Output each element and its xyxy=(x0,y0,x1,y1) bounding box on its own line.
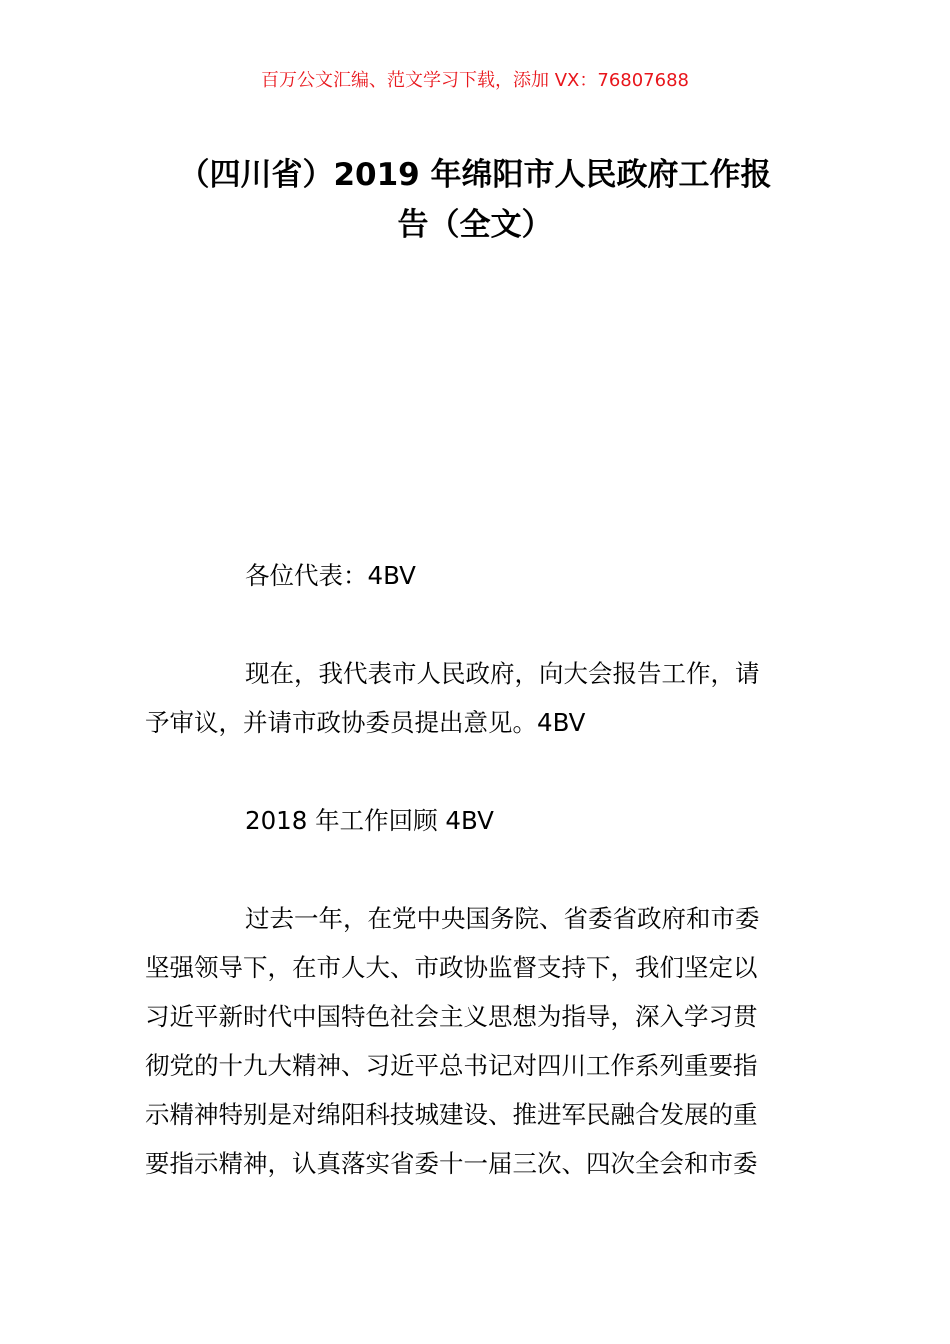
review-line: 坚强领导下，在市人大、市政协监督支持下，我们坚定以 xyxy=(145,953,758,982)
document-title xyxy=(140,150,810,250)
review-line: 彻党的十九大精神、习近平总书记对四川工作系列重要指 xyxy=(145,1051,758,1080)
review-line: 过去一年，在党中央国务院、省委省政府和市委 xyxy=(245,904,760,933)
salutation-paragraph xyxy=(145,551,807,600)
review-line: 习近平新时代中国特色社会主义思想为指导，深入学习贯 xyxy=(145,1002,758,1031)
section-heading: 2018 年工作回顾 4BV xyxy=(245,806,494,835)
review-line: 要指示精神，认真落实省委十一届三次、四次全会和市委 xyxy=(145,1149,758,1178)
intro-paragraph xyxy=(145,649,807,747)
review-line: 示精神特别是对绵阳科技城建设、推进军民融合发展的重 xyxy=(145,1100,758,1129)
section-heading-paragraph xyxy=(145,796,807,845)
document-title-line-2: 告（全文） xyxy=(397,207,553,243)
review-paragraph xyxy=(145,894,807,1188)
salutation-text: 各位代表：4BV xyxy=(245,561,416,590)
intro-line: 现在，我代表市人民政府，向大会报告工作，请 xyxy=(245,659,760,688)
document-title-line-1: （四川省）2019 年绵阳市人民政府工作报 xyxy=(178,157,772,193)
header-promo-note: 百万公文汇编、范文学习下载，添加 VX：76807688 xyxy=(261,70,689,91)
intro-line: 予审议，并请市政协委员提出意见。4BV xyxy=(145,708,586,737)
